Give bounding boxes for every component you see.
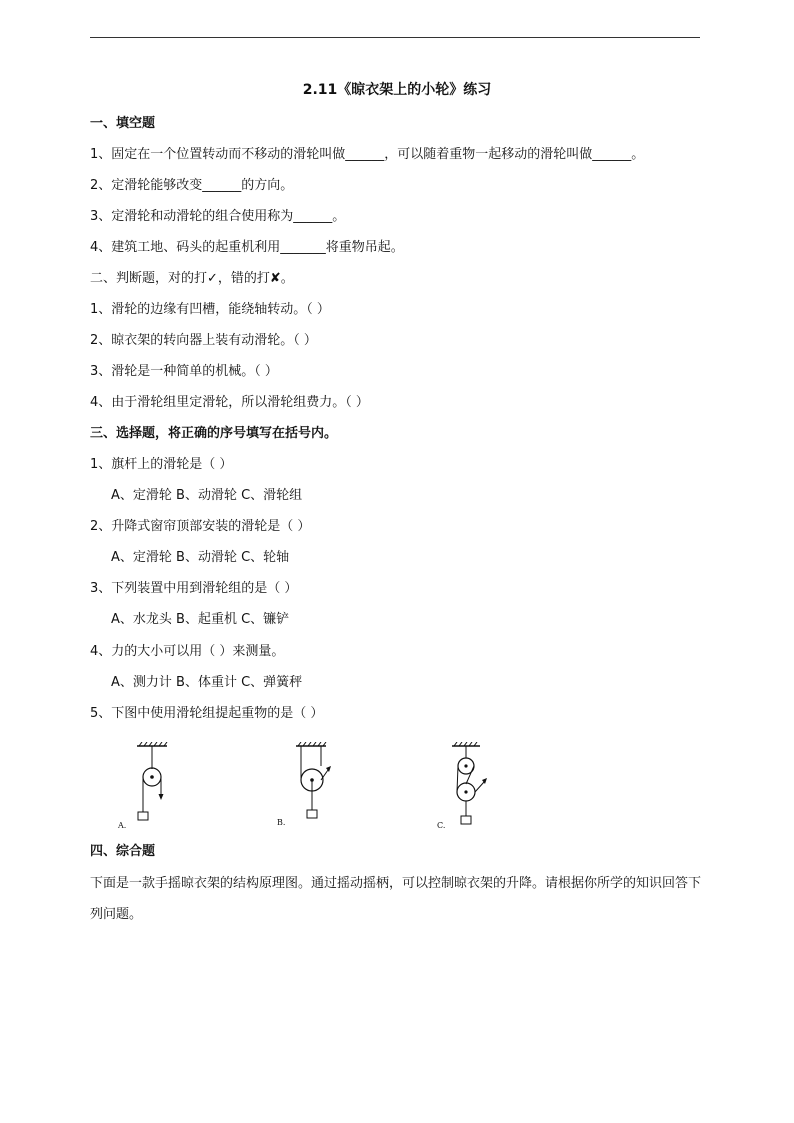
figure-label-b: B. <box>277 818 286 827</box>
section1-heading: 一、填空题 <box>90 116 156 131</box>
judge-question-3: 3、滑轮是一种简单的机械。（ ） <box>90 364 278 379</box>
choice-options-2: A、定滑轮 B、动滑轮 C、轮轴 <box>111 550 290 565</box>
judge-question-4: 4、由于滑轮组里定滑轮，所以滑轮组费力。（ ） <box>90 395 369 410</box>
page-title: 2.11《晾衣架上的小轮》练习 <box>302 82 492 98</box>
fill-question-3: 3、定滑轮和动滑轮的组合使用称为______。 <box>90 209 346 224</box>
choice-question-5: 5、下图中使用滑轮组提起重物的是（ ） <box>90 706 324 721</box>
figure-label-a: A. <box>118 821 127 830</box>
choice-question-1: 1、旗杆上的滑轮是（ ） <box>90 457 233 472</box>
choice-options-3: A、水龙头 B、起重机 C、镰铲 <box>111 612 290 627</box>
choice-question-3: 3、下列装置中用到滑轮组的是（ ） <box>90 581 298 596</box>
pulley-figure-c <box>448 742 508 832</box>
choice-question-2: 2、升降式窗帘顶部安装的滑轮是（ ） <box>90 519 311 534</box>
fill-question-4: 4、建筑工地、码头的起重机利用_______将重物吊起。 <box>90 240 404 255</box>
figure-label-c: C. <box>437 821 446 830</box>
header-rule <box>90 37 700 38</box>
choice-options-4: A、测力计 B、体重计 C、弹簧秤 <box>111 675 303 690</box>
judge-question-1: 1、滑轮的边缘有凹槽，能绕轴转动。（ ） <box>90 302 330 317</box>
section4-paragraph: 下面是一款手摇晾衣架的结构原理图。通过摇动摇柄，可以控制晾衣架的升降。请根据你所学的知识回答下列问题。 <box>90 876 702 922</box>
fill-question-1: 1、固定在一个位置转动而不移动的滑轮叫做______，可以随着重物一起移动的滑轮叫做______。 <box>90 147 645 162</box>
section2-heading: 二、判断题，对的打✓，错的打✘。 <box>90 271 294 286</box>
fill-question-2: 2、定滑轮能够改变______的方向。 <box>90 178 294 193</box>
choice-options-1: A、定滑轮 B、动滑轮 C、滑轮组 <box>111 488 303 503</box>
section3-heading: 三、选择题，将正确的序号填写在括号内。 <box>90 426 338 441</box>
choice-question-4: 4、力的大小可以用（ ）来测量。 <box>90 644 285 659</box>
pulley-figure-a <box>125 742 185 832</box>
pulley-figure-b <box>292 742 352 832</box>
judge-question-2: 2、晾衣架的转向器上装有动滑轮。（ ） <box>90 333 317 348</box>
section4-heading: 四、综合题 <box>90 844 156 859</box>
